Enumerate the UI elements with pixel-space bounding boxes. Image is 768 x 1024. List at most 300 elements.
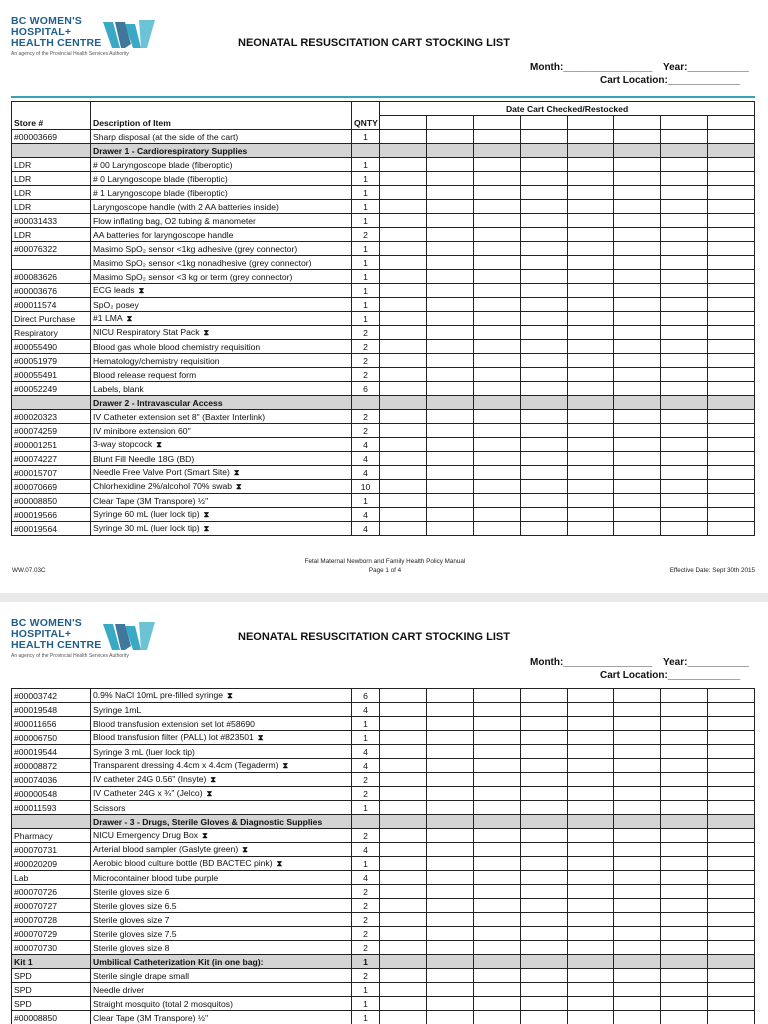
check-cell[interactable]: [426, 172, 473, 186]
check-cell[interactable]: [380, 508, 427, 522]
check-cell[interactable]: [520, 759, 567, 773]
check-cell[interactable]: [426, 899, 473, 913]
check-cell[interactable]: [661, 997, 708, 1011]
check-cell[interactable]: [567, 396, 614, 410]
check-cell[interactable]: [567, 941, 614, 955]
check-cell[interactable]: [614, 466, 661, 480]
check-cell[interactable]: [614, 298, 661, 312]
check-cell[interactable]: [661, 829, 708, 843]
check-cell[interactable]: [380, 228, 427, 242]
check-cell[interactable]: [661, 340, 708, 354]
check-cell[interactable]: [426, 857, 473, 871]
check-cell[interactable]: [661, 871, 708, 885]
check-cell[interactable]: [567, 801, 614, 815]
check-cell[interactable]: [614, 452, 661, 466]
check-cell[interactable]: [473, 298, 520, 312]
check-cell[interactable]: [661, 843, 708, 857]
check-cell[interactable]: [380, 969, 427, 983]
check-cell[interactable]: [520, 745, 567, 759]
check-cell[interactable]: [708, 983, 755, 997]
check-cell[interactable]: [661, 214, 708, 228]
check-cell[interactable]: [708, 703, 755, 717]
check-cell[interactable]: [426, 130, 473, 144]
check-cell[interactable]: [473, 186, 520, 200]
check-cell[interactable]: [426, 494, 473, 508]
check-cell[interactable]: [473, 927, 520, 941]
check-cell[interactable]: [661, 186, 708, 200]
check-cell[interactable]: [520, 438, 567, 452]
check-cell[interactable]: [520, 899, 567, 913]
check-cell[interactable]: [708, 815, 755, 829]
check-cell[interactable]: [567, 242, 614, 256]
check-cell[interactable]: [567, 424, 614, 438]
check-cell[interactable]: [614, 256, 661, 270]
check-cell[interactable]: [567, 186, 614, 200]
check-cell[interactable]: [708, 312, 755, 326]
check-cell[interactable]: [614, 815, 661, 829]
check-cell[interactable]: [426, 438, 473, 452]
check-cell[interactable]: [380, 144, 427, 158]
check-cell[interactable]: [567, 829, 614, 843]
check-cell[interactable]: [426, 200, 473, 214]
check-cell[interactable]: [380, 773, 427, 787]
check-cell[interactable]: [567, 759, 614, 773]
check-cell[interactable]: [661, 857, 708, 871]
check-cell[interactable]: [567, 214, 614, 228]
check-cell[interactable]: [708, 270, 755, 284]
check-cell[interactable]: [473, 424, 520, 438]
check-cell[interactable]: [661, 717, 708, 731]
check-cell[interactable]: [567, 717, 614, 731]
check-cell[interactable]: [473, 997, 520, 1011]
check-cell[interactable]: [708, 214, 755, 228]
check-cell[interactable]: [567, 116, 614, 130]
check-cell[interactable]: [426, 284, 473, 298]
check-cell[interactable]: [708, 480, 755, 494]
check-cell[interactable]: [426, 522, 473, 536]
check-cell[interactable]: [380, 829, 427, 843]
check-cell[interactable]: [426, 745, 473, 759]
check-cell[interactable]: [614, 270, 661, 284]
check-cell[interactable]: [473, 955, 520, 969]
check-cell[interactable]: [473, 717, 520, 731]
check-cell[interactable]: [708, 172, 755, 186]
check-cell[interactable]: [567, 913, 614, 927]
check-cell[interactable]: [661, 312, 708, 326]
check-cell[interactable]: [380, 885, 427, 899]
check-cell[interactable]: [520, 340, 567, 354]
check-cell[interactable]: [567, 997, 614, 1011]
check-cell[interactable]: [426, 298, 473, 312]
check-cell[interactable]: [380, 801, 427, 815]
check-cell[interactable]: [426, 885, 473, 899]
check-cell[interactable]: [614, 983, 661, 997]
check-cell[interactable]: [614, 731, 661, 745]
check-cell[interactable]: [567, 158, 614, 172]
check-cell[interactable]: [426, 466, 473, 480]
check-cell[interactable]: [567, 927, 614, 941]
check-cell[interactable]: [426, 1011, 473, 1024]
check-cell[interactable]: [520, 829, 567, 843]
check-cell[interactable]: [708, 941, 755, 955]
check-cell[interactable]: [520, 284, 567, 298]
check-cell[interactable]: [380, 941, 427, 955]
check-cell[interactable]: [614, 480, 661, 494]
check-cell[interactable]: [708, 158, 755, 172]
check-cell[interactable]: [708, 857, 755, 871]
check-cell[interactable]: [520, 522, 567, 536]
check-cell[interactable]: [380, 172, 427, 186]
check-cell[interactable]: [380, 438, 427, 452]
check-cell[interactable]: [380, 396, 427, 410]
check-cell[interactable]: [473, 969, 520, 983]
check-cell[interactable]: [708, 410, 755, 424]
check-cell[interactable]: [426, 969, 473, 983]
check-cell[interactable]: [614, 284, 661, 298]
check-cell[interactable]: [426, 382, 473, 396]
check-cell[interactable]: [380, 298, 427, 312]
check-cell[interactable]: [426, 452, 473, 466]
check-cell[interactable]: [614, 340, 661, 354]
check-cell[interactable]: [567, 773, 614, 787]
check-cell[interactable]: [567, 382, 614, 396]
check-cell[interactable]: [661, 969, 708, 983]
check-cell[interactable]: [661, 228, 708, 242]
check-cell[interactable]: [520, 731, 567, 745]
check-cell[interactable]: [661, 424, 708, 438]
month-field[interactable]: Month:________________: [530, 62, 653, 73]
check-cell[interactable]: [708, 717, 755, 731]
check-cell[interactable]: [661, 144, 708, 158]
check-cell[interactable]: [614, 186, 661, 200]
check-cell[interactable]: [708, 731, 755, 745]
check-cell[interactable]: [380, 927, 427, 941]
check-cell[interactable]: [661, 438, 708, 452]
check-cell[interactable]: [567, 354, 614, 368]
check-cell[interactable]: [708, 745, 755, 759]
check-cell[interactable]: [380, 843, 427, 857]
check-cell[interactable]: [426, 913, 473, 927]
check-cell[interactable]: [380, 382, 427, 396]
check-cell[interactable]: [426, 158, 473, 172]
check-cell[interactable]: [520, 801, 567, 815]
check-cell[interactable]: [380, 759, 427, 773]
check-cell[interactable]: [708, 871, 755, 885]
check-cell[interactable]: [708, 843, 755, 857]
check-cell[interactable]: [426, 815, 473, 829]
check-cell[interactable]: [708, 424, 755, 438]
check-cell[interactable]: [380, 787, 427, 801]
check-cell[interactable]: [614, 829, 661, 843]
check-cell[interactable]: [426, 242, 473, 256]
check-cell[interactable]: [473, 214, 520, 228]
check-cell[interactable]: [520, 326, 567, 340]
check-cell[interactable]: [708, 1011, 755, 1024]
check-cell[interactable]: [473, 158, 520, 172]
check-cell[interactable]: [426, 270, 473, 284]
check-cell[interactable]: [473, 228, 520, 242]
check-cell[interactable]: [614, 927, 661, 941]
check-cell[interactable]: [426, 955, 473, 969]
check-cell[interactable]: [520, 256, 567, 270]
check-cell[interactable]: [614, 787, 661, 801]
check-cell[interactable]: [380, 871, 427, 885]
check-cell[interactable]: [380, 717, 427, 731]
check-cell[interactable]: [520, 424, 567, 438]
check-cell[interactable]: [520, 689, 567, 703]
check-cell[interactable]: [614, 871, 661, 885]
check-cell[interactable]: [473, 242, 520, 256]
check-cell[interactable]: [520, 144, 567, 158]
check-cell[interactable]: [380, 130, 427, 144]
check-cell[interactable]: [520, 354, 567, 368]
check-cell[interactable]: [661, 242, 708, 256]
check-cell[interactable]: [567, 731, 614, 745]
check-cell[interactable]: [426, 396, 473, 410]
check-cell[interactable]: [567, 871, 614, 885]
check-cell[interactable]: [473, 354, 520, 368]
check-cell[interactable]: [567, 955, 614, 969]
check-cell[interactable]: [708, 186, 755, 200]
check-cell[interactable]: [473, 829, 520, 843]
check-cell[interactable]: [520, 1011, 567, 1024]
check-cell[interactable]: [614, 312, 661, 326]
check-cell[interactable]: [426, 871, 473, 885]
check-cell[interactable]: [473, 368, 520, 382]
check-cell[interactable]: [661, 116, 708, 130]
check-cell[interactable]: [426, 689, 473, 703]
check-cell[interactable]: [520, 396, 567, 410]
check-cell[interactable]: [661, 815, 708, 829]
check-cell[interactable]: [661, 522, 708, 536]
check-cell[interactable]: [473, 466, 520, 480]
check-cell[interactable]: [473, 941, 520, 955]
check-cell[interactable]: [567, 368, 614, 382]
check-cell[interactable]: [567, 172, 614, 186]
check-cell[interactable]: [614, 745, 661, 759]
check-cell[interactable]: [567, 452, 614, 466]
check-cell[interactable]: [426, 731, 473, 745]
check-cell[interactable]: [520, 186, 567, 200]
check-cell[interactable]: [708, 494, 755, 508]
check-cell[interactable]: [567, 130, 614, 144]
check-cell[interactable]: [426, 144, 473, 158]
check-cell[interactable]: [708, 438, 755, 452]
check-cell[interactable]: [520, 508, 567, 522]
check-cell[interactable]: [520, 480, 567, 494]
check-cell[interactable]: [473, 340, 520, 354]
check-cell[interactable]: [614, 368, 661, 382]
check-cell[interactable]: [661, 200, 708, 214]
check-cell[interactable]: [426, 997, 473, 1011]
check-cell[interactable]: [380, 326, 427, 340]
check-cell[interactable]: [380, 452, 427, 466]
check-cell[interactable]: [520, 983, 567, 997]
cart-location-field[interactable]: Cart Location:_____________: [600, 75, 741, 86]
check-cell[interactable]: [708, 284, 755, 298]
check-cell[interactable]: [661, 703, 708, 717]
check-cell[interactable]: [380, 1011, 427, 1024]
check-cell[interactable]: [661, 885, 708, 899]
check-cell[interactable]: [661, 270, 708, 284]
check-cell[interactable]: [661, 382, 708, 396]
year-field[interactable]: Year:___________: [663, 62, 749, 73]
check-cell[interactable]: [614, 242, 661, 256]
check-cell[interactable]: [567, 899, 614, 913]
check-cell[interactable]: [614, 438, 661, 452]
check-cell[interactable]: [708, 997, 755, 1011]
check-cell[interactable]: [473, 480, 520, 494]
check-cell[interactable]: [567, 410, 614, 424]
check-cell[interactable]: [708, 787, 755, 801]
check-cell[interactable]: [708, 899, 755, 913]
check-cell[interactable]: [520, 270, 567, 284]
check-cell[interactable]: [473, 452, 520, 466]
check-cell[interactable]: [708, 354, 755, 368]
check-cell[interactable]: [380, 116, 427, 130]
check-cell[interactable]: [426, 256, 473, 270]
check-cell[interactable]: [708, 927, 755, 941]
check-cell[interactable]: [473, 689, 520, 703]
check-cell[interactable]: [520, 787, 567, 801]
check-cell[interactable]: [661, 158, 708, 172]
check-cell[interactable]: [520, 885, 567, 899]
check-cell[interactable]: [426, 186, 473, 200]
check-cell[interactable]: [426, 703, 473, 717]
check-cell[interactable]: [614, 144, 661, 158]
check-cell[interactable]: [473, 256, 520, 270]
check-cell[interactable]: [708, 773, 755, 787]
check-cell[interactable]: [426, 410, 473, 424]
check-cell[interactable]: [426, 927, 473, 941]
check-cell[interactable]: [567, 256, 614, 270]
check-cell[interactable]: [473, 759, 520, 773]
check-cell[interactable]: [426, 773, 473, 787]
check-cell[interactable]: [661, 983, 708, 997]
check-cell[interactable]: [473, 382, 520, 396]
check-cell[interactable]: [708, 326, 755, 340]
check-cell[interactable]: [614, 410, 661, 424]
check-cell[interactable]: [661, 130, 708, 144]
check-cell[interactable]: [520, 172, 567, 186]
check-cell[interactable]: [520, 871, 567, 885]
check-cell[interactable]: [708, 452, 755, 466]
check-cell[interactable]: [520, 913, 567, 927]
check-cell[interactable]: [380, 256, 427, 270]
check-cell[interactable]: [380, 983, 427, 997]
check-cell[interactable]: [708, 829, 755, 843]
check-cell[interactable]: [661, 354, 708, 368]
check-cell[interactable]: [473, 857, 520, 871]
check-cell[interactable]: [473, 843, 520, 857]
check-cell[interactable]: [661, 899, 708, 913]
check-cell[interactable]: [473, 703, 520, 717]
check-cell[interactable]: [567, 438, 614, 452]
check-cell[interactable]: [614, 941, 661, 955]
check-cell[interactable]: [380, 200, 427, 214]
check-cell[interactable]: [708, 801, 755, 815]
check-cell[interactable]: [380, 410, 427, 424]
check-cell[interactable]: [614, 759, 661, 773]
check-cell[interactable]: [661, 745, 708, 759]
check-cell[interactable]: [614, 885, 661, 899]
check-cell[interactable]: [614, 228, 661, 242]
check-cell[interactable]: [661, 508, 708, 522]
check-cell[interactable]: [661, 731, 708, 745]
check-cell[interactable]: [380, 368, 427, 382]
check-cell[interactable]: [426, 228, 473, 242]
check-cell[interactable]: [426, 312, 473, 326]
check-cell[interactable]: [567, 508, 614, 522]
check-cell[interactable]: [426, 424, 473, 438]
check-cell[interactable]: [614, 913, 661, 927]
check-cell[interactable]: [567, 1011, 614, 1024]
check-cell[interactable]: [473, 116, 520, 130]
check-cell[interactable]: [380, 689, 427, 703]
check-cell[interactable]: [708, 522, 755, 536]
check-cell[interactable]: [426, 508, 473, 522]
check-cell[interactable]: [614, 200, 661, 214]
check-cell[interactable]: [661, 368, 708, 382]
check-cell[interactable]: [661, 298, 708, 312]
check-cell[interactable]: [567, 144, 614, 158]
check-cell[interactable]: [708, 396, 755, 410]
check-cell[interactable]: [614, 158, 661, 172]
check-cell[interactable]: [661, 1011, 708, 1024]
check-cell[interactable]: [708, 466, 755, 480]
check-cell[interactable]: [614, 326, 661, 340]
check-cell[interactable]: [380, 270, 427, 284]
check-cell[interactable]: [567, 466, 614, 480]
check-cell[interactable]: [567, 843, 614, 857]
check-cell[interactable]: [380, 466, 427, 480]
check-cell[interactable]: [426, 983, 473, 997]
check-cell[interactable]: [380, 284, 427, 298]
check-cell[interactable]: [661, 759, 708, 773]
check-cell[interactable]: [426, 326, 473, 340]
check-cell[interactable]: [380, 214, 427, 228]
check-cell[interactable]: [473, 1011, 520, 1024]
check-cell[interactable]: [614, 172, 661, 186]
check-cell[interactable]: [426, 759, 473, 773]
check-cell[interactable]: [567, 270, 614, 284]
check-cell[interactable]: [567, 689, 614, 703]
check-cell[interactable]: [520, 214, 567, 228]
check-cell[interactable]: [473, 312, 520, 326]
check-cell[interactable]: [473, 200, 520, 214]
check-cell[interactable]: [473, 983, 520, 997]
check-cell[interactable]: [614, 116, 661, 130]
check-cell[interactable]: [473, 438, 520, 452]
check-cell[interactable]: [614, 214, 661, 228]
check-cell[interactable]: [614, 354, 661, 368]
check-cell[interactable]: [614, 522, 661, 536]
check-cell[interactable]: [473, 773, 520, 787]
check-cell[interactable]: [426, 843, 473, 857]
check-cell[interactable]: [567, 284, 614, 298]
check-cell[interactable]: [708, 116, 755, 130]
check-cell[interactable]: [614, 689, 661, 703]
check-cell[interactable]: [708, 759, 755, 773]
check-cell[interactable]: [380, 424, 427, 438]
check-cell[interactable]: [567, 340, 614, 354]
check-cell[interactable]: [567, 494, 614, 508]
check-cell[interactable]: [520, 466, 567, 480]
check-cell[interactable]: [708, 256, 755, 270]
check-cell[interactable]: [473, 885, 520, 899]
check-cell[interactable]: [380, 815, 427, 829]
check-cell[interactable]: [661, 787, 708, 801]
